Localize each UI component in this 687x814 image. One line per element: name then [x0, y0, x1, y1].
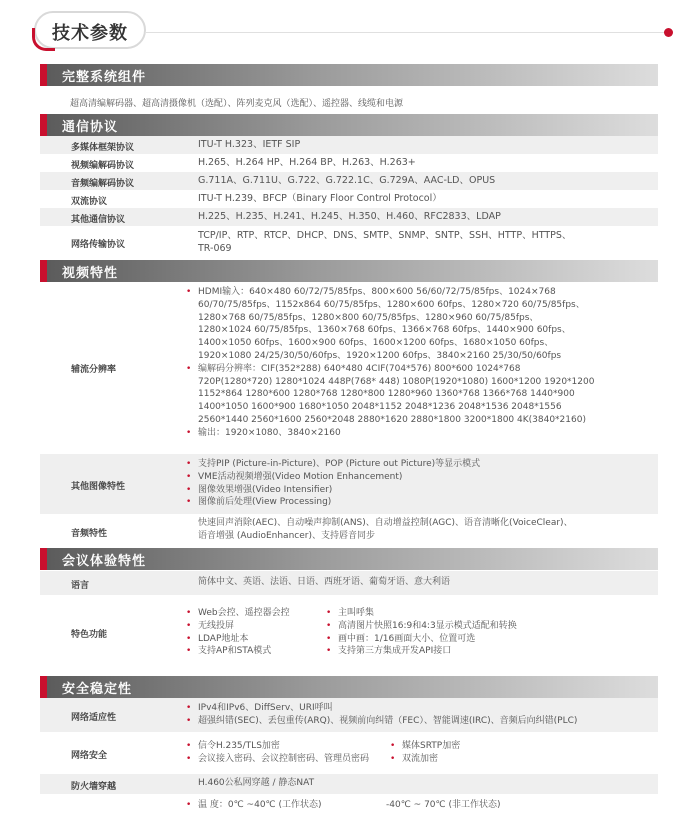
list-item: 60/70/75/85fps、1152x864 60/75/85fps、1280×600 60fps、1280×720 60/75/85fps、 [198, 299, 585, 310]
row-label: 音频特性 [71, 529, 108, 539]
list-item: • 温 度：0℃ ~40℃ (工作状态) [186, 799, 322, 812]
system-components-text: 超高清编解码器、超高清摄像机（选配）、阵列麦克风（选配）、遥控器、线缆和电源 [70, 99, 404, 109]
list-item: • 图像前后处理(View Processing) [186, 496, 480, 509]
row-value: 快速回声消除(AEC)、自动噪声抑制(ANS)、自动增益控制(AGC)、语音清晰化(VoiceClear)、 [198, 518, 573, 528]
page-title-box [34, 11, 146, 49]
page-title: 技术参数 [52, 23, 128, 44]
network-adapt-list [186, 702, 577, 728]
table-row [40, 732, 658, 774]
features-list-right [326, 607, 517, 658]
row-value: 简体中文、英语、法语、日语、西班牙语、葡萄牙语、意大利语 [198, 577, 451, 587]
list-item: 1280×1024 60/75/85fps、1360×768 60fps、1366×768 60fps、1440×900 60fps、 [198, 325, 571, 336]
table-row [40, 796, 658, 814]
row-label: 网络传输协议 [71, 240, 126, 250]
list-item: • Web会控、遥控器会控 [186, 607, 290, 620]
section-title: 安全稳定性 [62, 682, 133, 697]
list-item: 720P(1280*720) 1280*1024 448P(768* 448) 1080P(1920*1080) 1600*1200 1920*1200 [198, 376, 595, 387]
row-label: 视频编解码协议 [71, 161, 135, 171]
list-item: 1400×1050 60fps、1600×900 60fps、1600×1200 60fps、1680×1050 60fps、 [198, 338, 554, 349]
features-list-left [186, 607, 290, 658]
list-item: • LDAP地址本 [186, 633, 290, 646]
section-title: 会议体验特性 [62, 554, 147, 569]
list-item: 1400*1050 1600*900 1680*1050 2048*1152 2048*1236 2048*1536 2048*1556 [198, 402, 562, 413]
list-item: • 编解码分辨率：CIF(352*288) 640*480 4CIF(704*576) 800*600 1024*768 [186, 363, 594, 376]
row-label: 语言 [71, 581, 90, 591]
table-row [40, 136, 658, 154]
image-features-list [186, 458, 480, 509]
list-item: • 主叫呼集 [326, 607, 517, 620]
resolution-list [186, 286, 594, 440]
table-row [40, 571, 658, 595]
table-row [40, 190, 658, 208]
section-title: 视频特性 [62, 266, 119, 281]
table-row [40, 454, 658, 514]
table-row [40, 774, 658, 794]
table-row [40, 172, 658, 190]
list-item: 1152*864 1280*600 1280*768 1280*800 1280*960 1360*768 1366*768 1440*900 [198, 389, 575, 400]
row-label: 其他图像特性 [71, 482, 126, 492]
row-label: 特色功能 [71, 630, 108, 640]
table-row [40, 698, 658, 732]
section-header-security [40, 676, 658, 698]
list-item: • 无线投屏 [186, 620, 290, 633]
table-row [40, 208, 658, 226]
list-item: • 会议接入密码、会议控制密码、管理员密码 [186, 753, 369, 766]
row-value: ITU-T H.323、IETF SIP [198, 139, 301, 150]
row-label: 网络适应性 [71, 713, 117, 723]
row-label: 音频编解码协议 [71, 179, 135, 189]
list-item: 2560*1440 2560*1600 2560*2048 2880*1620 2880*1800 3200*1800 4K(3840*2160) [198, 414, 586, 425]
row-label: 网络安全 [71, 751, 108, 761]
page-header [0, 0, 687, 62]
table-row [40, 282, 658, 452]
temperature-list [186, 799, 322, 812]
list-item: • VME活动视频增强(Video Motion Enhancement) [186, 471, 480, 484]
title-divider [146, 32, 670, 33]
list-item: • 双流加密 [390, 753, 460, 766]
list-item: • 媒体SRTP加密 [390, 740, 460, 753]
row-label: 多媒体框架协议 [71, 143, 135, 153]
row-value: ITU-T H.239、BFCP（Binary Floor Control Protocol） [198, 193, 442, 204]
list-item: • 图像效果增强(Video Intensifier) [186, 484, 480, 497]
table-row [40, 154, 658, 172]
list-item: • HDMI输入：640×480 60/72/75/85fps、800×600 56/60/72/75/85fps、1024×768 [186, 286, 594, 299]
title-dot-icon [664, 28, 673, 37]
section-header-protocol [40, 114, 658, 136]
row-value: H.225、H.235、H.241、H.245、H.350、H.460、RFC2833、LDAP [198, 211, 501, 222]
section-header-system [40, 64, 658, 86]
row-value: H.265、H.264 HP、H.264 BP、H.263、H.263+ [198, 157, 416, 168]
list-item: 1280×768 60/75/85fps、1280×800 60/75/85fps、1280×960 60/75/85fps、 [198, 312, 539, 323]
section-header-video [40, 260, 658, 282]
list-item: • 支持第三方集成开发API接口 [326, 645, 517, 658]
network-security-list-right [390, 740, 460, 766]
list-item: • 高清图片快照16:9和4:3显示模式适配和转换 [326, 620, 517, 633]
row-label: 其他通信协议 [71, 215, 126, 225]
row-label: 防火墙穿越 [71, 782, 117, 792]
row-value: 语音增强 (AudioEnhancer)、支持唇音同步 [198, 531, 375, 541]
section-title: 完整系统组件 [62, 70, 147, 85]
list-item: • 支持AP和STA模式 [186, 645, 290, 658]
list-item: • 输出：1920×1080、3840×2160 [186, 427, 594, 440]
table-row [40, 595, 658, 670]
list-item: • 支持PIP (Picture-in-Picture)、POP (Picture out Picture)等显示模式 [186, 458, 480, 471]
list-item: • IPv4和IPv6、DiffServ、URI呼叫 [186, 702, 577, 715]
table-row [40, 514, 658, 546]
row-label: 双流协议 [71, 197, 108, 207]
list-item: • 超强纠错(SEC)、丢包重传(ARQ)、视频前向纠错（FEC）、智能调速(IRC)、音频后向纠错(PLC) [186, 715, 577, 728]
row-value: H.460公私网穿越 / 静态NAT [198, 778, 315, 788]
row-label: 辅流分辨率 [71, 365, 117, 375]
list-item: 1920×1080 24/25/30/50/60fps、1920×1200 60fps、3840×2160 25/30/50/60fps [198, 350, 562, 361]
list-item: • 信令H.235/TLS加密 [186, 740, 369, 753]
row-value: TCP/IP、RTP、RTCP、DHCP、DNS、SMTP、SNMP、SNTP、SSH、HTTP、HTTPS、 [198, 230, 572, 241]
row-value: G.711A、G.711U、G.722、G.722.1C、G.729A、AAC-LD、OPUS [198, 175, 496, 186]
section-title: 通信协议 [62, 120, 119, 135]
network-security-list-left [186, 740, 369, 766]
row-value: TR-069 [198, 243, 232, 254]
list-item: • 画中画：1/16画面大小、位置可选 [326, 633, 517, 646]
table-row [40, 226, 658, 258]
section-header-meeting [40, 548, 658, 570]
row-value: -40℃ ~ 70℃ (非工作状态) [386, 800, 501, 810]
